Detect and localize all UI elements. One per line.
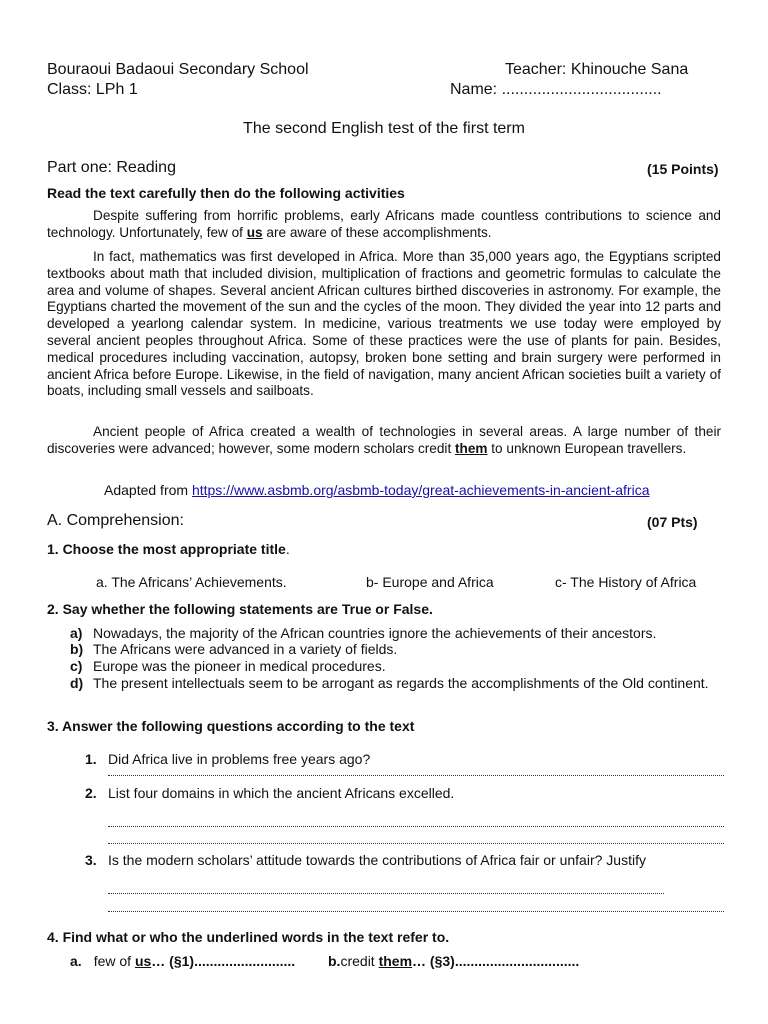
reference-b-blank[interactable]: … (§3)................................ (412, 953, 580, 969)
paragraph-2: In fact, mathematics was first developed in Africa. More than 35,000 years ago, the Egyptians scripted textbooks about math that included division, multiplication of fractions and geometric formulas to calculate the area and volume of shapes. Several ancient African cultures birthed discoveries in astronomy. For example, the Egyptians charted the movement of the sun and the cycles of the moon. They divided the year into 12 parts and developed a yearlong calendar system. In medicine, various treatments we use today were employed by several ancient peoples throughout Africa. Some of these practices were the use of plants for pain. Besides, medical procedures including vaccination, autopsy, broken bone setting and brain surgery were performed in ancient Africa before Europe. Likewise, in the field of navigation, many ancient African societies built a variety of boats, including small vessels and sailboats. (47, 249, 721, 399)
question-4-label: 4. Find what or who the underlined words in the text refer to. (47, 929, 450, 945)
question-3-label: 3. Answer the following questions according to the text (47, 718, 415, 734)
part-one-heading: Part one: Reading (47, 159, 176, 176)
statement-b-letter: b) (70, 641, 84, 657)
part-one-points: (15 Points) (647, 161, 719, 177)
comprehension-heading (47, 512, 184, 530)
source-link[interactable]: https://www.asbmb.org/asbmb-today/great-achievements-in-ancient-africa (191, 482, 650, 498)
paragraph-1-text-b: are aware of these accomplishments. (262, 224, 492, 240)
reference-a-blank[interactable]: … (§1).......................... (151, 953, 296, 969)
answer-line-2b[interactable] (108, 843, 724, 844)
statement-b-text: The Africans were advanced in a variety of fields. (93, 641, 398, 657)
reference-a-word: us (134, 953, 152, 969)
reference-a-letter: a. (70, 953, 82, 969)
paragraph-3-text-a: Ancient people of Africa created a wealth of technologies in several areas. A large number of their discoveries were advanced; however, some modern scholars credit (47, 424, 721, 456)
comprehension-points: (07 Pts) (647, 514, 698, 530)
reference-b-prefix: credit (340, 953, 379, 969)
question-1-label: 1. Choose the most appropriate title (47, 541, 286, 557)
title-option-a: a. The Africans’ Achievements. (96, 574, 287, 590)
answer-line-1[interactable] (108, 775, 724, 776)
paragraph-1-text-a: Despite suffering from horrific problems, early Africans made countless contributions to science and technology. Unfortunately, few of (47, 208, 721, 240)
reading-instruction: Read the text carefully then do the following activities (47, 185, 405, 201)
comprehension-label: Comprehension: (62, 512, 184, 529)
sub-question-1-text: Did Africa live in problems free years ago? (108, 751, 371, 767)
reference-b-word: them (378, 953, 413, 969)
title-option-b: b- Europe and Africa (366, 574, 494, 590)
statement-d-text: The present intellectuals seem to be arrogant as regards the accomplishments of the Old continent. (93, 675, 709, 691)
title-option-c: c- The History of Africa (555, 574, 697, 590)
student-name-field: Name: .................................... (450, 81, 662, 98)
statement-c-letter: c) (70, 658, 83, 674)
sub-question-1-number: 1. (85, 751, 97, 767)
paragraph-1 (47, 208, 721, 242)
paragraph-3-text-b: to unknown European travellers. (487, 440, 687, 456)
underlined-word-them: them (455, 440, 488, 456)
reference-b-letter: b. (328, 953, 341, 969)
answer-line-3b[interactable] (108, 911, 724, 912)
question-1 (47, 541, 290, 557)
statement-d-letter: d) (70, 675, 84, 691)
teacher-name: Teacher: Khinouche Sana (505, 61, 689, 78)
source-line (104, 482, 649, 498)
statement-c-text: Europe was the pioneer in medical procedures. (93, 658, 386, 674)
class-label: Class: LPh 1 (47, 81, 138, 98)
question-2-label: 2. Say whether the following statements are True or False. (47, 601, 433, 617)
sub-question-2-text: List four domains in which the ancient Africans excelled. (108, 785, 455, 801)
statement-a-text: Nowadays, the majority of the African countries ignore the achievements of their ancestors. (93, 625, 657, 641)
reference-a-prefix: few of (93, 953, 135, 969)
source-label: Adapted from (104, 482, 192, 498)
paragraph-3 (47, 424, 721, 458)
comprehension-letter: A. (47, 512, 63, 529)
test-title: The second English test of the first term (243, 120, 525, 137)
underlined-word-us: us (246, 224, 263, 240)
reference-b (328, 953, 579, 969)
answer-line-3a[interactable] (108, 893, 664, 894)
reference-a (70, 953, 295, 969)
sub-question-3-text: Is the modern scholars’ attitude towards the contributions of Africa fair or unfair? Justify (108, 852, 646, 868)
sub-question-3-number: 3. (85, 852, 97, 868)
question-1-dot: . (285, 541, 290, 557)
school-name: Bouraoui Badaoui Secondary School (47, 61, 309, 78)
statement-a-letter: a) (70, 625, 83, 641)
answer-line-2a[interactable] (108, 826, 724, 827)
sub-question-2-number: 2. (85, 785, 97, 801)
